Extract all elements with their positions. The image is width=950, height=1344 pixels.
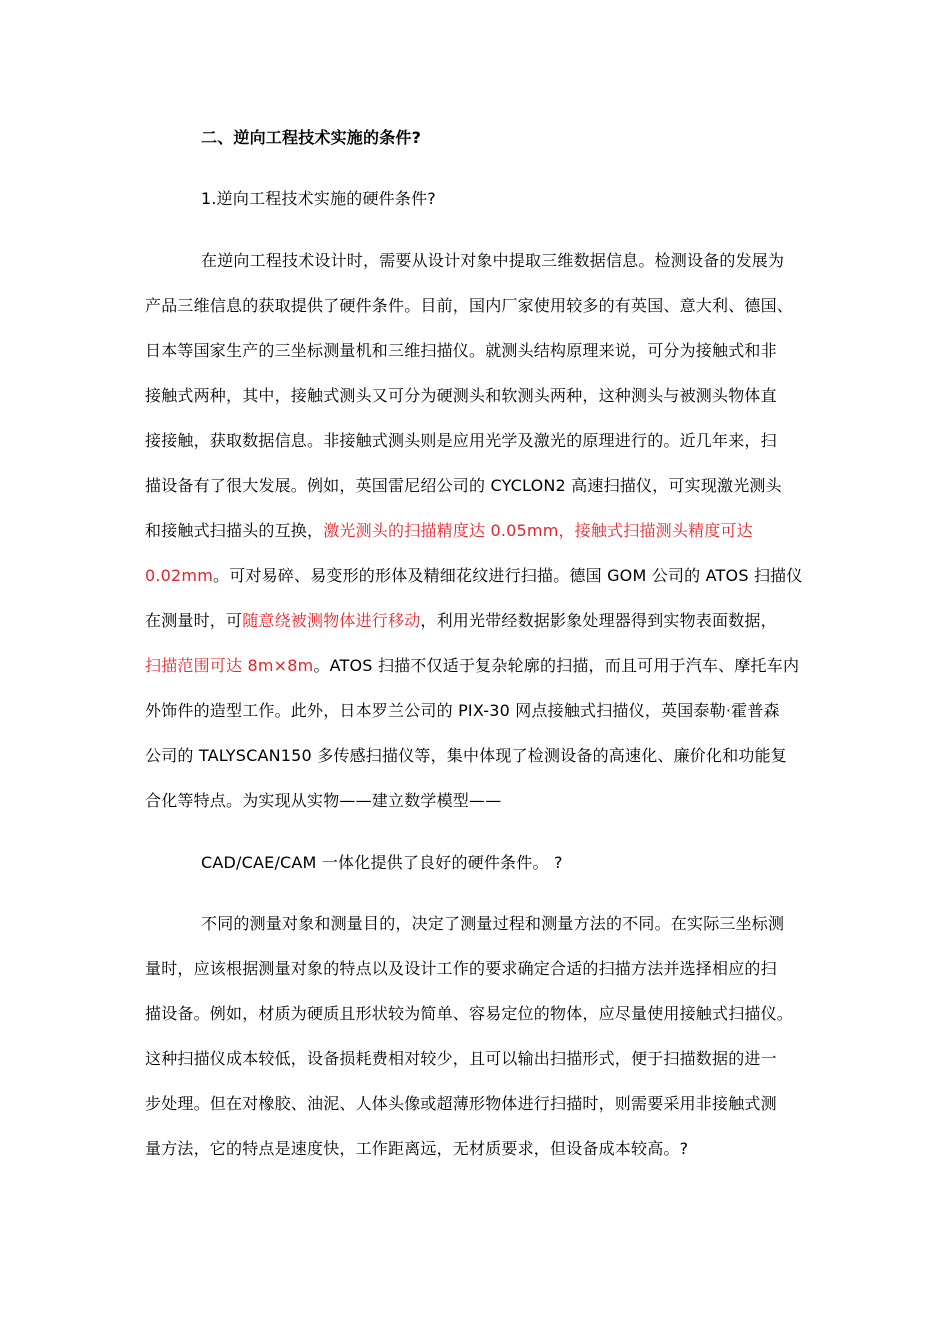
text-run: 。可对易碎、易变形的形体及精细花纹进行扫描。德国 GOM 公司的 ATOS 扫描仪 [213,566,803,585]
paragraph-line: 在逆向工程技术设计时，需要从设计对象中提取三维数据信息。检测设备的发展为 [201,251,785,270]
highlighted-text: 0.02mm [145,566,213,585]
paragraph-line: 量方法，它的特点是速度快，工作距离远，无材质要求，但设备成本较高。? [145,1139,689,1158]
paragraph-line: 描设备有了很大发展。例如，英国雷尼绍公司的 CYCLON2 高速扫描仪，可实现激光测头 [145,476,782,495]
paragraph-line: 步处理。但在对橡胶、油泥、人体头像或超薄形物体进行扫描时，则需要采用非接触式测 [145,1094,777,1113]
paragraph-cad-cam: CAD/CAE/CAM 一体化提供了良好的硬件条件。 ? [201,853,563,872]
paragraph-line: 日本等国家生产的三坐标测量机和三维扫描仪。就测头结构原理来说，可分为接触式和非 [145,341,777,360]
paragraph-line [145,655,815,677]
paragraph-line [145,610,815,632]
paragraph-line: 描设备。例如，材质为硬质且形状较为简单、容易定位的物体，应尽量使用接触式扫描仪。 [145,1004,794,1023]
paragraph-line: 产品三维信息的获取提供了硬件条件。目前，国内厂家使用较多的有英国、意大利、德国、 [145,296,794,315]
paragraph-line: 外饰件的造型工作。此外，日本罗兰公司的 PIX-30 网点接触式扫描仪，英国泰勒·霍普森 [145,701,780,720]
paragraph-line: 这种扫描仪成本较低，设备损耗费相对较少，且可以输出扫描形式，便于扫描数据的进一 [145,1049,777,1068]
paragraph-line: 合化等特点。为实现从实物——建立数学模型—— [145,791,502,810]
paragraph-line: 接触式两种，其中，接触式测头又可分为硬测头和软测头两种，这种测头与被测头物体直 [145,386,777,405]
highlighted-text: 扫描范围可达 8m×8m [145,656,314,675]
paragraph-line: 量时，应该根据测量对象的特点以及设计工作的要求确定合适的扫描方法并选择相应的扫 [145,959,777,978]
text-run: 。ATOS 扫描不仅适于复杂轮廓的扫描，而且可用于汽车、摩托车内 [313,656,800,675]
highlighted-text: 随意绕被测物体进行移动 [242,611,421,630]
paragraph-line: 不同的测量对象和测量目的，决定了测量过程和测量方法的不同。在实际三坐标测 [201,914,785,933]
paragraph-line [145,565,815,587]
subheading: 1.逆向工程技术实施的硬件条件? [201,189,436,208]
highlighted-text: 激光测头的扫描精度达 0.05mm，接触式扫描测头精度可达 [323,521,753,540]
text-run: 和接触式扫描头的互换， [145,521,324,540]
text-run: ，利用光带经数据影象处理器得到实物表面数据， [420,611,777,630]
section-heading: 二、逆向工程技术实施的条件? [201,128,422,147]
paragraph-line: 接接触，获取数据信息。非接触式测头则是应用光学及激光的原理进行的。近几年来，扫 [145,431,777,450]
text-run: 在测量时，可 [145,611,243,630]
paragraph-line [145,520,815,542]
paragraph-line: 公司的 TALYSCAN150 多传感扫描仪等，集中体现了检测设备的高速化、廉价化和功能复 [145,746,787,765]
